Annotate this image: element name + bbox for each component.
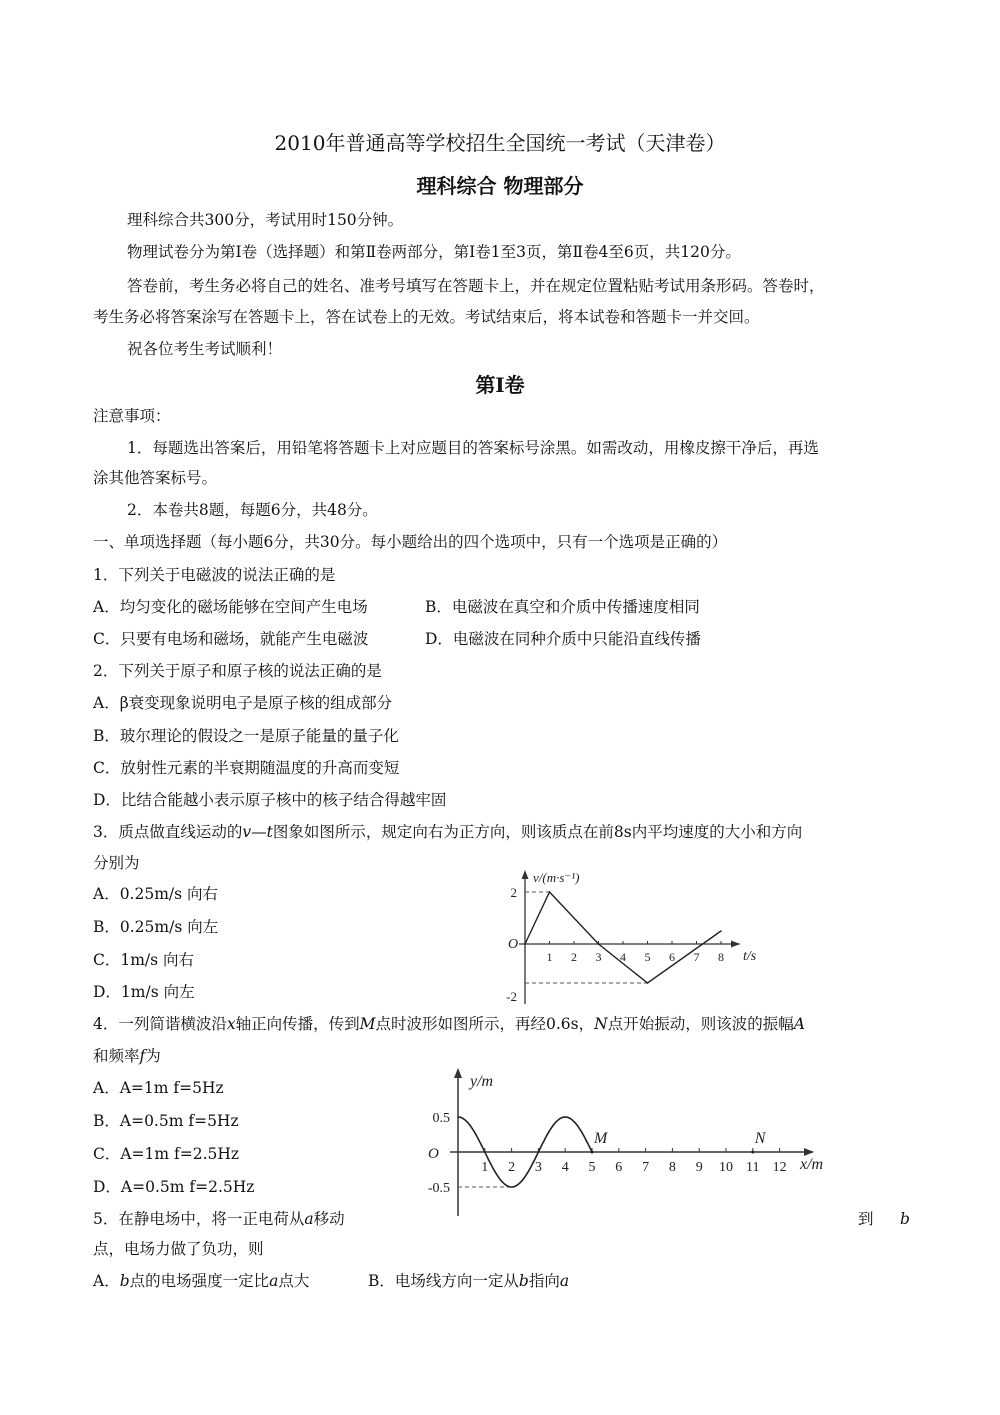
q1-option-c: C．只要有电场和磁场，就能产生电磁波 [93,630,369,648]
q4-stem-part-1: 4．一列简谐横波沿 [93,1015,227,1033]
x-axis-label: x/m [800,1156,824,1173]
q5-stem-a: a [304,1210,314,1228]
q4-stem-N: N [594,1015,608,1033]
section-title: 第Ⅰ卷 [475,373,525,397]
q1-option-b: B．电磁波在真空和介质中传播速度相同 [425,598,700,616]
x-tick-label: 3 [534,1160,542,1175]
q5-option-a-part-3: 点大 [278,1272,310,1290]
intro-line-3a: 答卷前，考生务必将自己的姓名、准考号填写在答题卡上，并在规定位置粘贴考试用条形码。答卷时， [127,277,825,295]
q1-option-a: A．均匀变化的磁场能够在空间产生电场 [93,598,368,616]
q3-stem-line-2: 分别为 [93,854,140,872]
x-tick-label: 7 [693,950,700,964]
q3-vt-graph [490,858,770,1008]
x-tick-label: 11 [746,1160,760,1175]
data-point [524,943,526,945]
x-tick-label: 5 [588,1160,596,1175]
q3-option-c: C．1m/s 向右 [93,951,195,969]
x-tick-label: 4 [620,950,626,964]
q2-option-c: C．放射性元素的半衰期随温度的升高而变短 [93,759,400,777]
vt-graph-plot [506,870,757,1004]
x-tick-label: 1 [481,1160,489,1175]
q4-stem-part-2: 轴正向传播，传到 [235,1015,360,1033]
q5-stem-b: b [900,1210,910,1228]
q4-stem-line-1 [93,1014,805,1034]
x-tick-label: 1 [546,950,553,964]
q4-stem-f: f [139,1047,146,1065]
point-marker [591,1151,594,1154]
q5-option-a-part-1: A． [93,1272,120,1290]
q2-option-b: B．玻尔理论的假设之一是原子能量的量子化 [93,727,399,745]
x-tick-label: 7 [642,1160,650,1175]
q1-stem: 1．下列关于电磁波的说法正确的是 [93,566,336,584]
wave-graph-plot [428,1068,823,1216]
q4-stem-part-5: 和频率 [93,1047,140,1065]
q4-stem-part-6: 为 [145,1047,161,1065]
x-tick-label: 8 [718,950,724,964]
q5-option-b-b: b [518,1272,529,1290]
point-label: N [754,1130,766,1147]
y-tick-label: 2 [510,885,517,900]
x-axis-arrow [804,1148,814,1156]
q5-option-a-a: a [269,1272,279,1290]
intro-line-4: 祝各位考生考试顺利！ [127,340,283,358]
q3-stem-var: v—t [242,823,273,841]
intro-line-3b: 考生务必将答案涂写在答题卡上，答在试卷上的无效。考试结束后，将本试卷和答题卡一并交回。 [93,308,760,326]
q4-option-d: D．A=0.5m f=2.5Hz [93,1178,255,1196]
y-axis-arrow [522,870,529,879]
x-tick-label: 12 [772,1160,787,1175]
point-marker [751,1151,754,1154]
y-tick-label: -2 [506,989,517,1004]
q3-stem-part-1: 3．质点做直线运动的 [93,823,243,841]
y-axis-arrow [454,1068,462,1078]
q5-stem-to: 到 [858,1210,874,1228]
x-axis-label: t/s [743,949,757,964]
origin-label: O [428,1146,439,1162]
q5-stem-line-1 [93,1209,345,1229]
x-tick-label: 3 [595,950,602,964]
y-tick-label: 0.5 [432,1111,450,1126]
data-point [720,930,722,932]
x-tick-label: 2 [508,1160,516,1175]
q3-option-d: D．1m/s 向左 [93,983,195,1001]
page-title: 2010年普通高等学校招生全国统一考试（天津卷） [274,131,726,155]
q5-stem-part-2: 移动 [313,1210,345,1228]
q2-stem: 2．下列关于原子和原子核的说法正确的是 [93,662,382,680]
q4-stem-line-2 [93,1046,161,1066]
y-tick-label: -0.5 [427,1181,450,1196]
note-1a: 1．每题选出答案后，用铅笔将答题卡上对应题目的答案标号涂黑。如需改动，用橡皮擦干净后，再选 [127,439,819,457]
q2-option-d: D．比结合能越小表示原子核中的核子结合得越牢固 [93,791,447,809]
q5-option-b-a: a [559,1272,570,1290]
q2-option-a: A．β衰变现象说明电子是原子核的组成部分 [93,694,393,712]
x-tick-label: 5 [644,950,651,964]
q5-option-b-part-1: B．电场线方向一定从 [368,1272,519,1290]
velocity-series-line [525,892,721,983]
q4-option-a: A．A=1m f=5Hz [93,1079,224,1097]
q3-option-a: A．0.25m/s 向右 [93,885,219,903]
x-tick-label: 6 [669,950,675,964]
q5-option-b-part-2: 指向 [528,1272,560,1290]
intro-line-1: 理科综合共300分，考试用时150分钟。 [127,211,404,229]
note-2: 2．本卷共8题，每题6分，共48分。 [127,501,378,519]
q1-option-d: D．电磁波在同种介质中只能沿直线传播 [425,630,701,648]
q4-stem-A: A [793,1015,805,1033]
page-subtitle: 理科综合 物理部分 [416,174,584,198]
q4-stem-M: M [359,1015,376,1033]
data-point [549,891,551,893]
q5-option-a-b: b [119,1272,130,1290]
x-axis-arrow [731,941,740,948]
q4-stem-x: x [226,1015,236,1033]
data-point [598,943,600,945]
q3-stem-part-2: 图象如图所示，规定向右为正方向，则该质点在前8s内平均速度的大小和方向 [272,823,803,841]
q4-stem-part-4: 点开始振动，则该波的振幅 [607,1015,794,1033]
y-axis-label: v/(m·s⁻¹) [533,870,580,885]
q3-option-b: B．0.25m/s 向左 [93,918,219,936]
q4-option-c: C．A=1m f=2.5Hz [93,1145,240,1163]
point-label: M [594,1130,608,1147]
q3-stem-line-1 [93,822,802,842]
x-tick-label: 9 [695,1160,703,1175]
q4-option-b: B．A=0.5m f=5Hz [93,1112,239,1130]
q5-option-a-part-2: 点的电场强度一定比 [129,1272,270,1290]
q4-stem-part-3: 点时波形如图所示，再经0.6s， [375,1015,595,1033]
origin-label: O [508,937,519,952]
q5-stem-part-1: 5．在静电场中，将一正电荷从 [93,1210,305,1228]
intro-line-2: 物理试卷分为第Ⅰ卷（选择题）和第Ⅱ卷两部分，第Ⅰ卷1至3页，第Ⅱ卷4至6页，共120分。 [127,243,741,261]
x-tick-label: 8 [668,1160,676,1175]
x-tick-label: 2 [571,950,577,964]
y-axis-label: y/m [470,1073,494,1090]
q5-stem-line-2: 点，电场力做了负功，则 [93,1240,264,1258]
data-point [647,982,649,984]
x-tick-label: 4 [561,1160,569,1175]
note-1b: 涂其他答案标号。 [93,469,218,487]
q4-wave-graph [418,1064,848,1224]
q5-option-b [368,1271,569,1291]
x-tick-label: 6 [615,1160,623,1175]
notes-label: 注意事项： [93,407,171,425]
part-1-heading: 一、单项选择题（每小题6分，共30分。每小题给出的四个选项中，只有一个选项是正确的） [93,533,728,551]
x-tick-label: 10 [719,1160,733,1175]
q5-option-a [93,1271,309,1291]
